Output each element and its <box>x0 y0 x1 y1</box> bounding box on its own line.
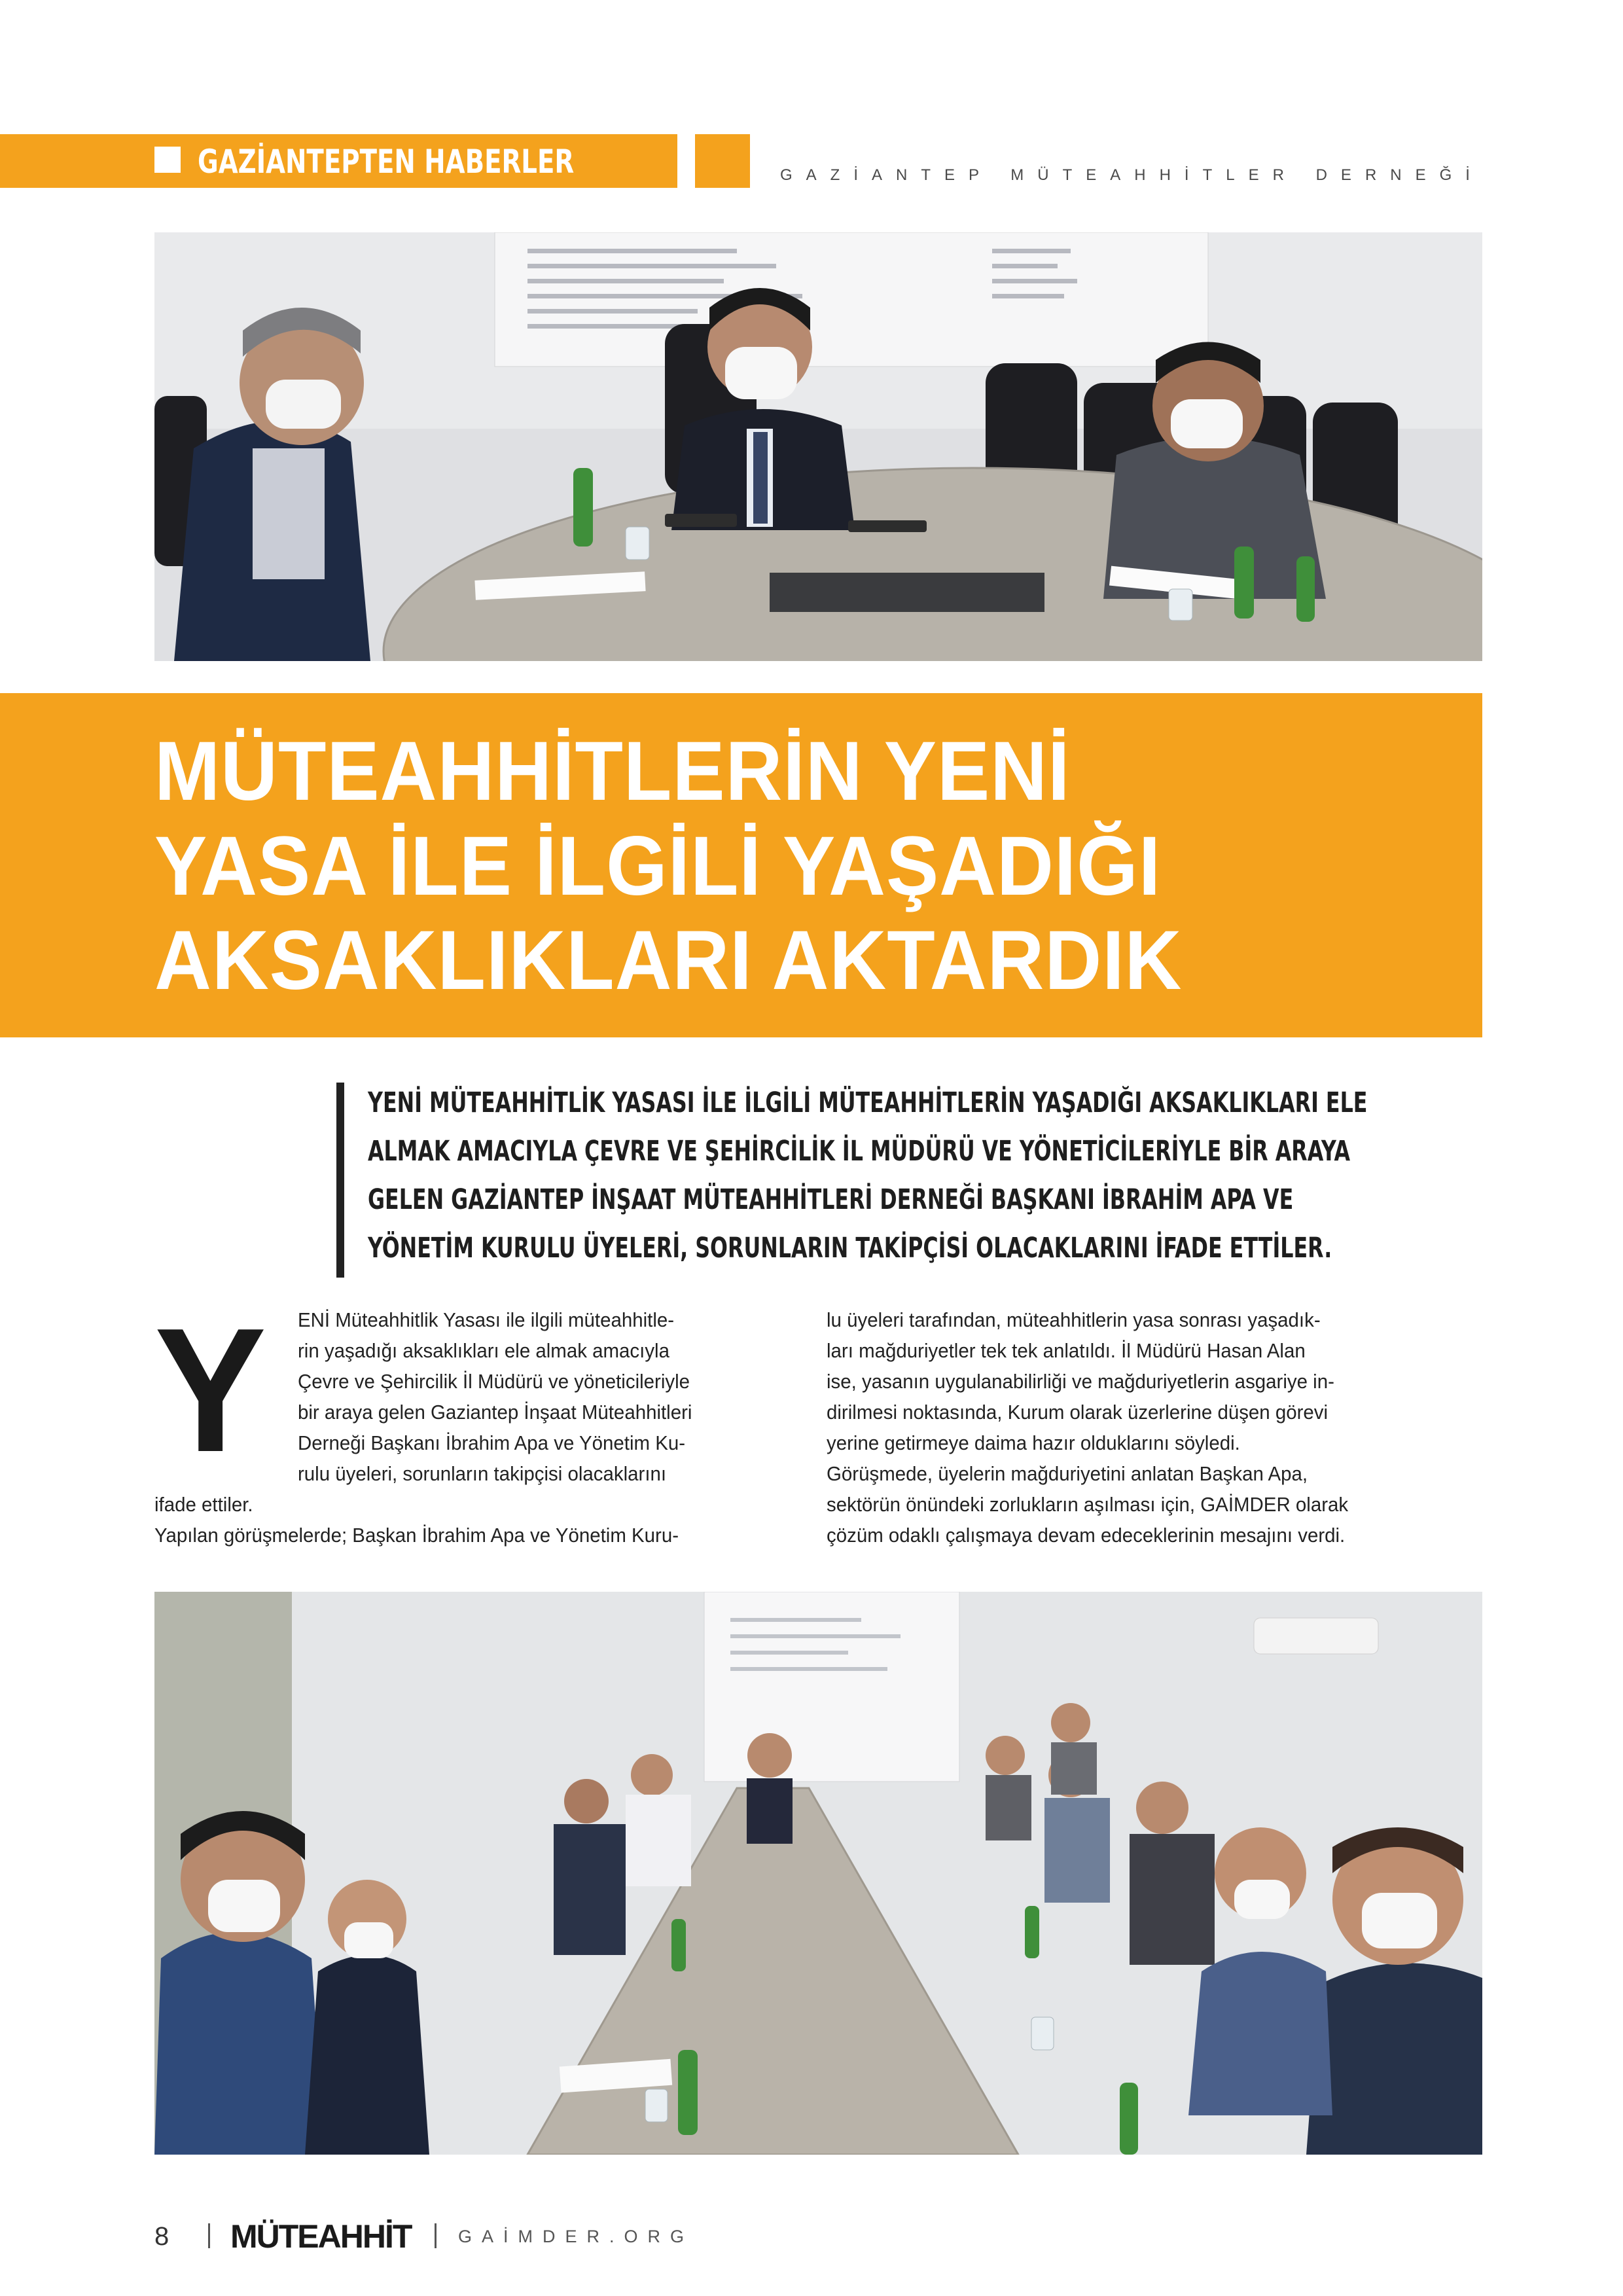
page-number: 8 <box>154 2222 169 2251</box>
headline-line-2: YASA İLE İLGİLİ YAŞADIĞI <box>154 819 1162 913</box>
section-label: GAZİANTEPTEN HABERLER <box>198 143 575 181</box>
lead-line-1: YENİ MÜTEAHHİTLİK YASASI İLE İLGİLİ MÜTEAHHİTLERİN YAŞADIĞI AKSAKLIKLARI ELE <box>368 1086 1368 1119</box>
footer-divider <box>435 2223 437 2248</box>
body-col1-line: rin yaşadığı aksaklıkları ele almak amacıyla <box>298 1339 669 1362</box>
meeting-photo-bottom <box>154 1592 1482 2155</box>
body-col2-line: dirilmesi noktasında, Kurum olarak üzerlerine düşen görevi <box>827 1401 1329 1424</box>
headline-line-3: AKSAKLIKLARI AKTARDIK <box>154 914 1183 1007</box>
headline-line-1: MÜTEAHHİTLERİN YENİ <box>154 725 1071 818</box>
lead-line-4: YÖNETİM KURULU ÜYELERİ, SORUNLARIN TAKİPÇİSİ OLACAKLARINI İFADE ETTİLER. <box>368 1232 1332 1265</box>
body-col1-line: ifade ettiler. <box>154 1493 253 1516</box>
body-col2-line: çözüm odaklı çalışmaya devam edeceklerinin mesajını verdi. <box>827 1524 1346 1547</box>
body-col1-line: Yapılan görüşmelerde; Başkan İbrahim Apa ve Yönetim Kuru- <box>154 1524 679 1547</box>
meeting-photo-top <box>154 232 1482 661</box>
body-col2-line: ise, yasanın uygulanabilirliği ve mağduriyetlerin asgariye in- <box>827 1370 1334 1393</box>
body-col2-line: yerine getirmeye daima hazır olduklarını söyledi. <box>827 1431 1240 1454</box>
website-link[interactable]: GAİMDER.ORG <box>458 2227 694 2246</box>
lead-accent-bar <box>336 1083 344 1278</box>
drop-cap: Y <box>154 1292 267 1489</box>
section-bullet-square <box>154 147 181 173</box>
body-col2-line: ları mağduriyetler tek tek anlatıldı. İl Müdürü Hasan Alan <box>827 1339 1306 1362</box>
body-col2-line: sektörün önündeki zorlukların aşılması için, GAİMDER olarak <box>827 1493 1349 1516</box>
body-col1-line: bir araya gelen Gaziantep İnşaat Müteahhitleri <box>298 1401 692 1424</box>
header-accent-tab <box>695 134 750 188</box>
magazine-brand: MÜTEAHHİT <box>230 2218 412 2255</box>
body-col1-line: rulu üyeleri, sorunların takipçisi olacaklarını <box>298 1462 667 1485</box>
footer-divider <box>208 2223 210 2248</box>
lead-line-3: GELEN GAZİANTEP İNŞAAT MÜTEAHHİTLERİ DERNEĞİ BAŞKANI İBRAHİM APA VE <box>368 1183 1294 1216</box>
lead-line-2: ALMAK AMACIYLA ÇEVRE VE ŞEHİRCİLİK İL MÜDÜRÜ VE YÖNETİCİLERİYLE BİR ARAYA <box>368 1135 1351 1168</box>
body-col1-line: Derneği Başkanı İbrahim Apa ve Yönetim Ku- <box>298 1431 686 1454</box>
body-col1-line: ENİ Müteahhitlik Yasası ile ilgili müteahhitle- <box>298 1308 675 1331</box>
organization-name: GAZİANTEP MÜTEAHHİTLER DERNEĞİ <box>780 166 1484 184</box>
body-col1-line: Çevre ve Şehircilik İl Müdürü ve yöneticileriyle <box>298 1370 690 1393</box>
body-col2-line: Görüşmede, üyelerin mağduriyetini anlatan Başkan Apa, <box>827 1462 1308 1485</box>
body-col2-line: lu üyeleri tarafından, müteahhitlerin yasa sonrası yaşadık- <box>827 1308 1321 1331</box>
